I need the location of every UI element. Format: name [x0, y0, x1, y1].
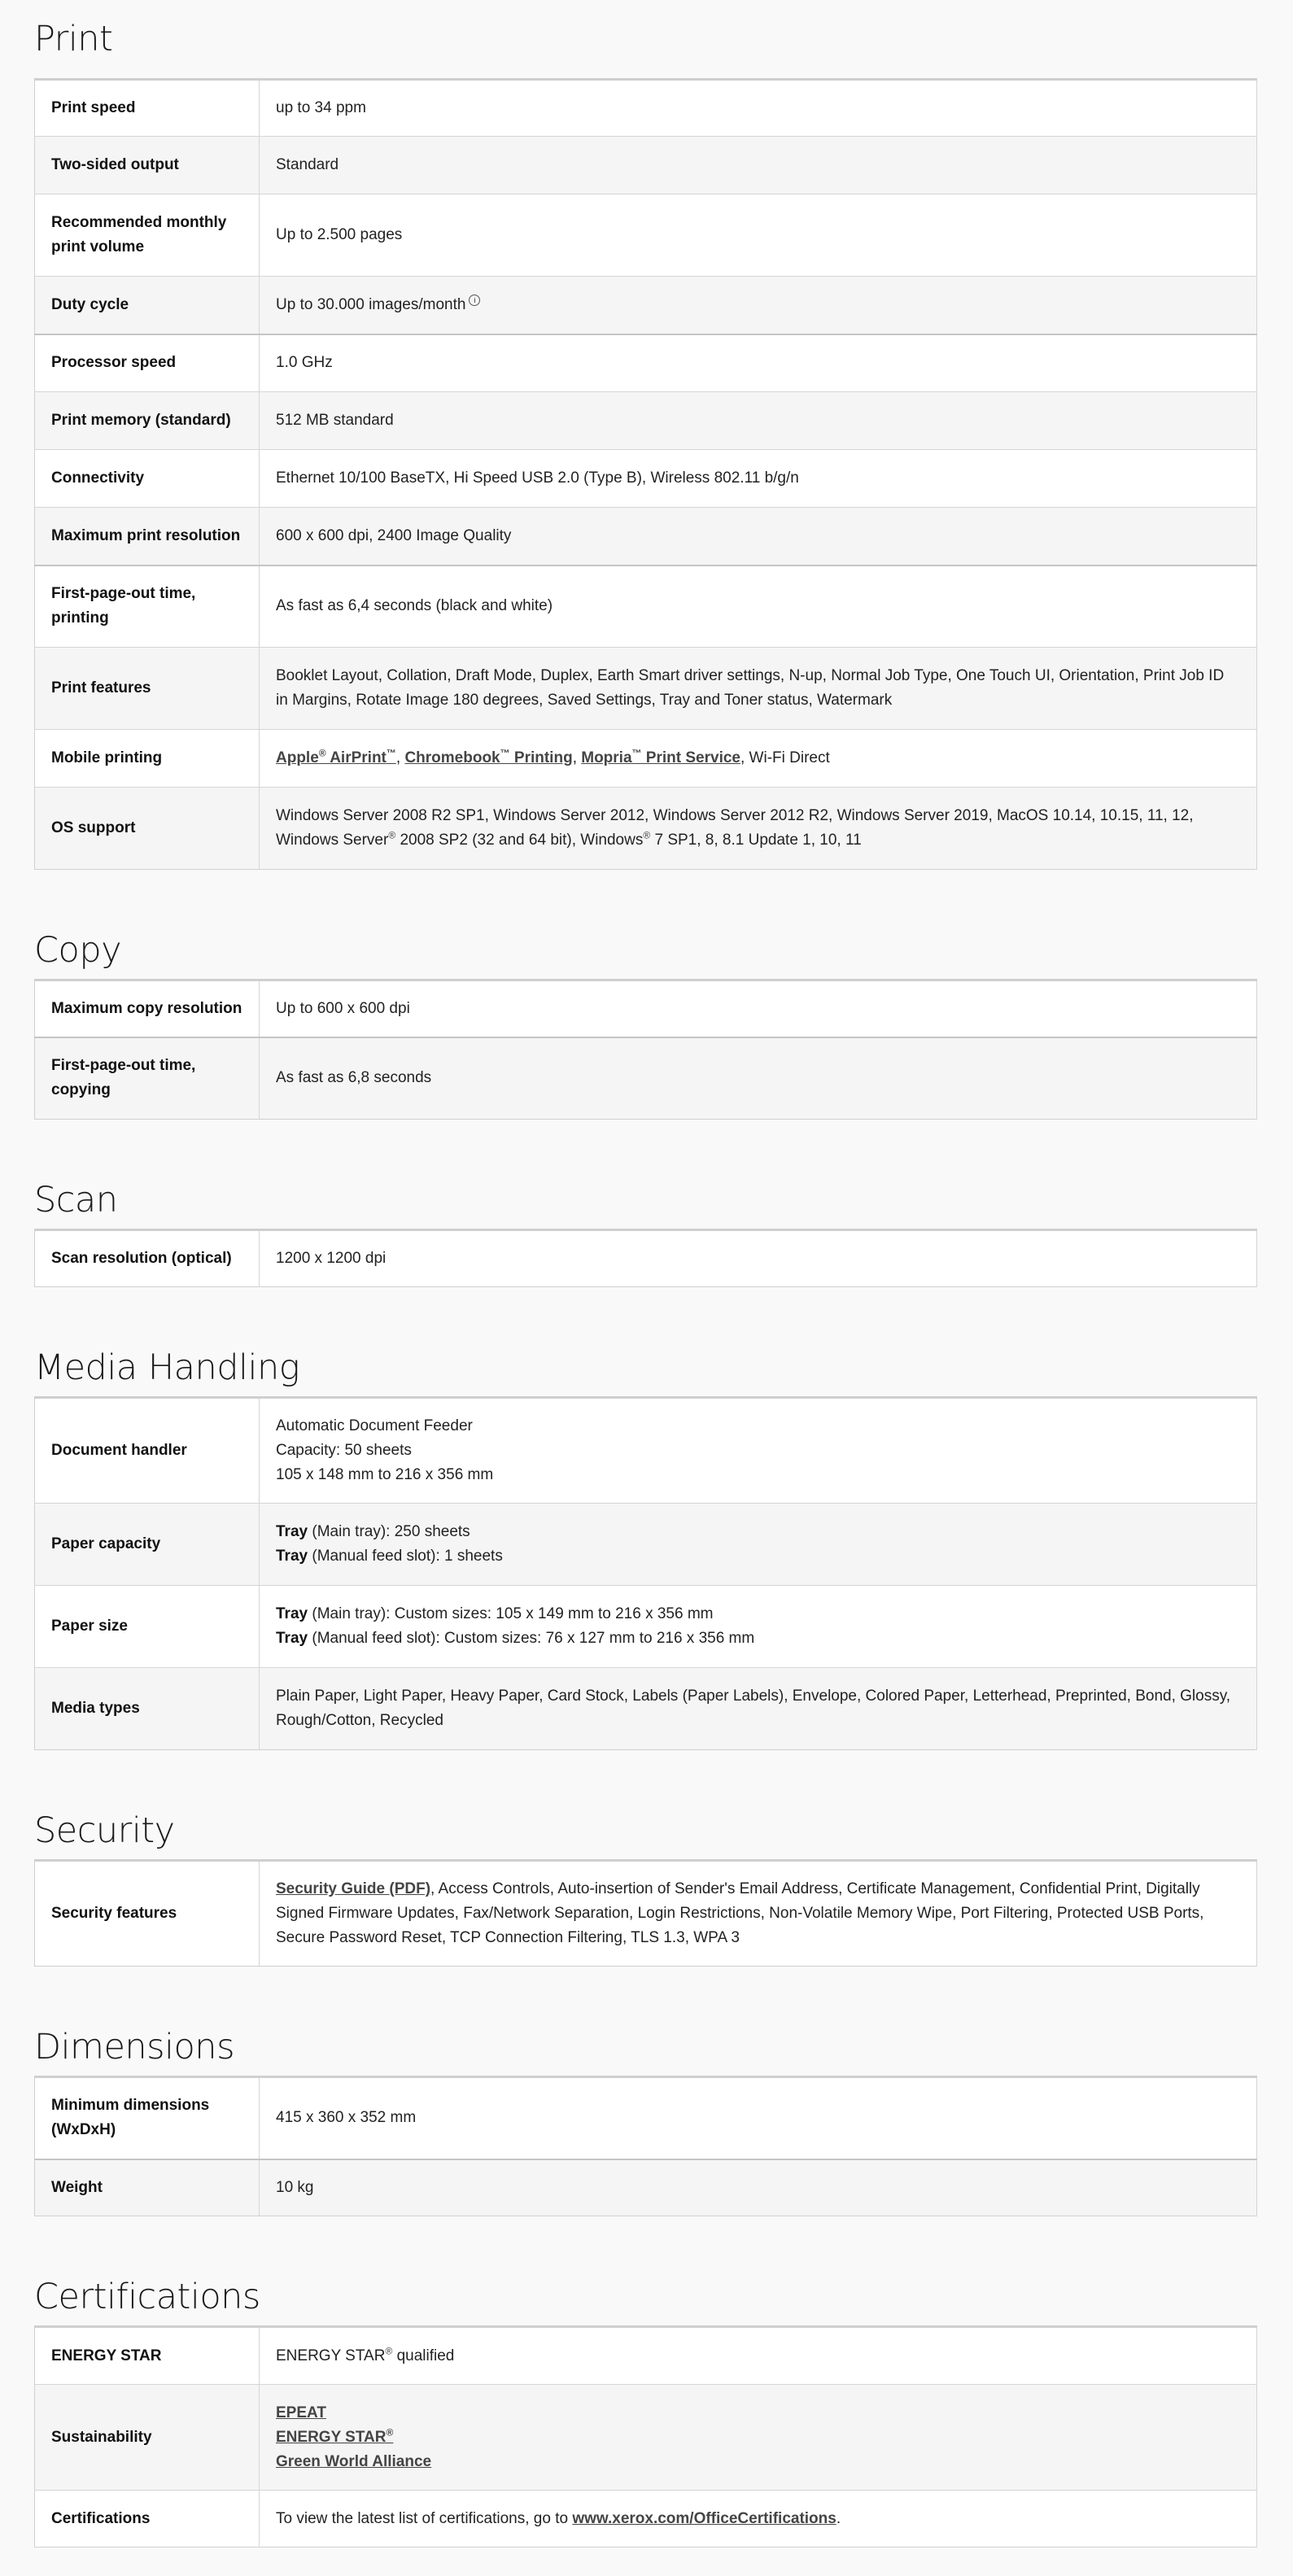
spec-label: Security features	[35, 1861, 260, 1967]
spec-label: Connectivity	[35, 450, 260, 508]
table-row	[35, 450, 1257, 508]
spec-value: 1.0 GHz	[260, 334, 1257, 392]
scan-section	[34, 1150, 1259, 1287]
spec-label: Sustainability	[35, 2385, 260, 2491]
spec-label: Media types	[35, 1668, 260, 1750]
table-row	[35, 2491, 1257, 2548]
spec-label: Print features	[35, 648, 260, 730]
spec-label: Print memory (standard)	[35, 392, 260, 450]
table-row	[35, 565, 1257, 648]
spec-label: Scan resolution (optical)	[35, 1230, 260, 1287]
spec-label: Certifications	[35, 2491, 260, 2548]
table-row	[35, 1668, 1257, 1750]
spec-value: 10 kg	[260, 2159, 1257, 2216]
spec-value: Tray (Main tray): Custom sizes: 105 x 149 mm to 216 x 356 mm Tray (Manual feed slot): Custom sizes: 76 x 127 mm to 216 x 356 mm	[260, 1586, 1257, 1668]
spec-label: Duty cycle	[35, 277, 260, 334]
spec-value: Standard	[260, 137, 1257, 194]
table-row	[35, 788, 1257, 870]
spec-value: To view the latest list of certifications, go to www.xerox.com/OfficeCertifications.	[260, 2491, 1257, 2548]
copy-section-title: Copy	[34, 930, 122, 971]
energy-star-link[interactable]: ENERGY STAR®	[276, 2426, 394, 2446]
spec-label: Weight	[35, 2159, 260, 2216]
table-row	[35, 334, 1257, 392]
spec-value: 415 x 360 x 352 mm	[260, 2077, 1257, 2159]
green-world-alliance-link[interactable]: Green World Alliance	[276, 2452, 432, 2470]
scan-spec-table	[34, 1229, 1257, 1287]
spec-value: up to 34 ppm	[260, 80, 1257, 137]
media-section	[34, 1318, 1259, 1750]
table-row	[35, 1861, 1257, 1967]
info-icon[interactable]: i	[469, 295, 480, 306]
table-row	[35, 80, 1257, 137]
print-section-title: Print	[34, 19, 113, 59]
table-row	[35, 1586, 1257, 1668]
spec-value	[260, 2385, 1257, 2491]
spec-value: Security Guide (PDF), Access Controls, Auto-insertion of Sender's Email Address, Certificate Management, Confidential Print, Digitally Signed Firmware Updates, Fax/Network Separation, Login Restrictions, Non-Volatile Memory Wipe, Port Filtering, Protected USB Ports, Secure Password Reset, TCP Connection Filtering, TLS 1.3, WPA 3	[260, 1861, 1257, 1967]
certifications-section-title: Certifications	[34, 2277, 260, 2317]
table-row	[35, 2327, 1257, 2385]
security-section-title: Security	[34, 1810, 175, 1851]
spec-value: Tray (Main tray): 250 sheets Tray (Manual feed slot): 1 sheets	[260, 1504, 1257, 1586]
spec-label: Processor speed	[35, 334, 260, 392]
dimensions-spec-table	[34, 2076, 1257, 2216]
table-row	[35, 137, 1257, 194]
dimensions-section-title: Dimensions	[34, 2027, 234, 2067]
scan-section-title: Scan	[34, 1180, 118, 1220]
spec-value	[260, 277, 1257, 334]
media-section-title: Media Handling	[34, 1347, 299, 1388]
spec-value: Up to 2.500 pages	[260, 194, 1257, 277]
table-row	[35, 194, 1257, 277]
spec-label: Minimum dimensions (WxDxH)	[35, 2077, 260, 2159]
spec-label: Mobile printing	[35, 730, 260, 788]
spec-label: Maximum print resolution	[35, 508, 260, 565]
spec-label: Paper capacity	[35, 1504, 260, 1586]
table-row	[35, 648, 1257, 730]
certifications-section	[34, 2247, 1259, 2548]
duty-cycle-text: Up to 30.000 images/month	[276, 295, 466, 313]
spec-label: Two-sided output	[35, 137, 260, 194]
office-certifications-link[interactable]: www.xerox.com/OfficeCertifications	[572, 2509, 837, 2527]
table-row	[35, 1504, 1257, 1586]
spec-value: Booklet Layout, Collation, Draft Mode, Duplex, Earth Smart driver settings, N-up, Normal Job Type, One Touch UI, Orientation, Print Job ID in Margins, Rotate Image 180 degrees, Saved Settings, Tray and Toner status, Watermark	[260, 648, 1257, 730]
table-row	[35, 392, 1257, 450]
chromebook-printing-link[interactable]: Chromebook™ Printing	[404, 747, 573, 766]
spec-value: Automatic Document Feeder Capacity: 50 sheets 105 x 148 mm to 216 x 356 mm	[260, 1398, 1257, 1504]
wifi-direct-text: , Wi-Fi Direct	[740, 749, 830, 766]
spec-label: First-page-out time, printing	[35, 565, 260, 648]
spec-value: Ethernet 10/100 BaseTX, Hi Speed USB 2.0 (Type B), Wireless 802.11 b/g/n	[260, 450, 1257, 508]
spec-value: As fast as 6,4 seconds (black and white)	[260, 565, 1257, 648]
table-row	[35, 277, 1257, 334]
spec-value: Windows Server 2008 R2 SP1, Windows Server 2012, Windows Server 2012 R2, Windows Server 2019, MacOS 10.14, 10.15, 11, 12, Windows Server® 2008 SP2 (32 and 64 bit), Windows® 7 SP1, 8, 8.1 Update 1, 10, 11	[260, 788, 1257, 870]
table-row	[35, 1230, 1257, 1287]
table-row	[35, 980, 1257, 1037]
security-section	[34, 1781, 1259, 1967]
dimensions-section	[34, 1997, 1259, 2216]
table-row	[35, 2077, 1257, 2159]
print-section	[34, 0, 1259, 870]
table-row	[35, 730, 1257, 788]
spec-value: 512 MB standard	[260, 392, 1257, 450]
copy-section	[34, 901, 1259, 1120]
spec-value: Plain Paper, Light Paper, Heavy Paper, Card Stock, Labels (Paper Labels), Envelope, Colored Paper, Letterhead, Preprinted, Bond, Glossy, Rough/Cotton, Recycled	[260, 1668, 1257, 1750]
table-row	[35, 508, 1257, 565]
table-row	[35, 2385, 1257, 2491]
spec-value: Apple® AirPrint™, Chromebook™ Printing, Mopria™ Print Service, Wi-Fi Direct	[260, 730, 1257, 788]
certifications-spec-table	[34, 2325, 1257, 2548]
print-spec-table	[34, 78, 1257, 870]
spec-value: Up to 600 x 600 dpi	[260, 980, 1257, 1037]
spec-label: Paper size	[35, 1586, 260, 1668]
table-row	[35, 1398, 1257, 1504]
spec-label: Maximum copy resolution	[35, 980, 260, 1037]
spec-value: As fast as 6,8 seconds	[260, 1037, 1257, 1120]
spec-label: Recommended monthly print volume	[35, 194, 260, 277]
spec-label: ENERGY STAR	[35, 2327, 260, 2385]
spec-value: ENERGY STAR® qualified	[260, 2327, 1257, 2385]
spec-value: 600 x 600 dpi, 2400 Image Quality	[260, 508, 1257, 565]
copy-spec-table	[34, 979, 1257, 1120]
media-spec-table	[34, 1396, 1257, 1750]
spec-label: Print speed	[35, 80, 260, 137]
security-spec-table	[34, 1859, 1257, 1967]
table-row	[35, 1037, 1257, 1120]
spec-label: OS support	[35, 788, 260, 870]
spec-value: 1200 x 1200 dpi	[260, 1230, 1257, 1287]
spec-label: First-page-out time, copying	[35, 1037, 260, 1120]
table-row	[35, 2159, 1257, 2216]
apple-airprint-link[interactable]: Apple® AirPrint™	[276, 747, 396, 766]
security-guide-link[interactable]: Security Guide (PDF)	[276, 1880, 431, 1897]
epeat-link[interactable]: EPEAT	[276, 2404, 326, 2421]
spec-label: Document handler	[35, 1398, 260, 1504]
mopria-print-service-link[interactable]: Mopria™ Print Service	[581, 747, 740, 766]
